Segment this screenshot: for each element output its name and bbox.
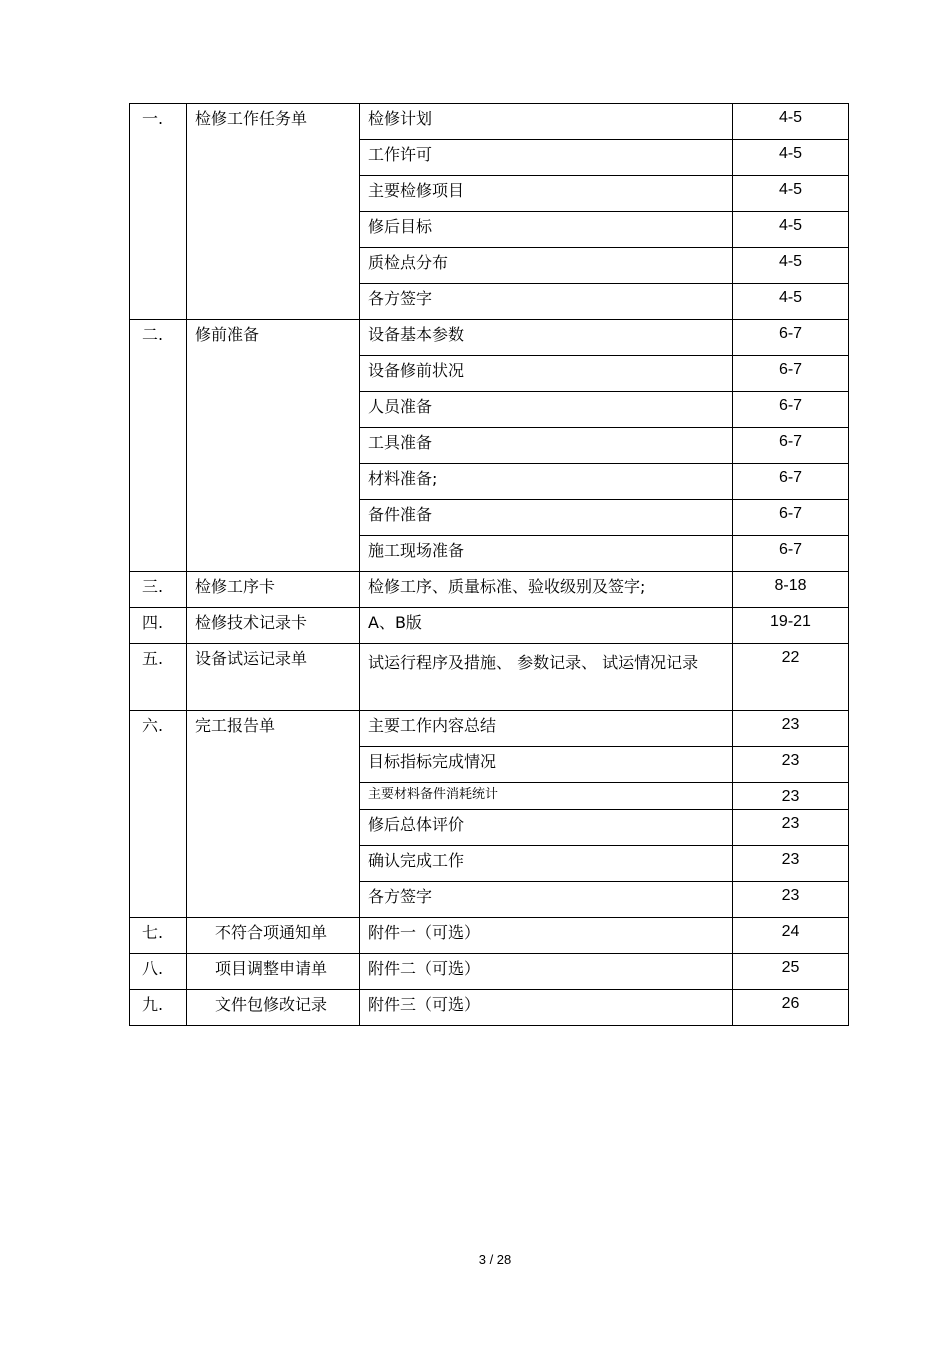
- page-range: 23: [733, 783, 849, 810]
- page-range: 23: [733, 846, 849, 882]
- page-range: 4-5: [733, 284, 849, 320]
- item-text: 附件二（可选）: [360, 954, 733, 990]
- page-range: 19-21: [733, 608, 849, 644]
- page-range: 6-7: [733, 320, 849, 356]
- item-text: 确认完成工作: [360, 846, 733, 882]
- item-text: 人员准备: [360, 392, 733, 428]
- item-text: A、B版: [360, 608, 733, 644]
- section-title: 项目调整申请单: [187, 954, 360, 990]
- table-row: [130, 954, 849, 990]
- page-range: 6-7: [733, 464, 849, 500]
- item-text: 附件三（可选）: [360, 990, 733, 1026]
- item-text: 设备修前状况: [360, 356, 733, 392]
- page-range: 6-7: [733, 392, 849, 428]
- table-row: [130, 990, 849, 1026]
- section-title: 修前准备: [187, 320, 360, 572]
- section-number: 九.: [130, 990, 187, 1026]
- page-range: 4-5: [733, 212, 849, 248]
- item-text: 检修计划: [360, 104, 733, 140]
- page-indicator: 3 / 28: [478, 1252, 512, 1267]
- page-range: 6-7: [733, 500, 849, 536]
- item-text: 设备基本参数: [360, 320, 733, 356]
- section-title: 完工报告单: [187, 711, 360, 918]
- item-text: 各方签字: [360, 882, 733, 918]
- item-text: 主要工作内容总结: [360, 711, 733, 747]
- page-range: 6-7: [733, 536, 849, 572]
- item-text: 备件准备: [360, 500, 733, 536]
- table-row: [130, 104, 849, 140]
- item-text: 修后总体评价: [360, 810, 733, 846]
- item-text: 工作许可: [360, 140, 733, 176]
- contents-table: [129, 103, 849, 1026]
- page-range: 4-5: [733, 176, 849, 212]
- page-range: 6-7: [733, 428, 849, 464]
- item-text: 质检点分布: [360, 248, 733, 284]
- section-number: 三.: [130, 572, 187, 608]
- page-range: 26: [733, 990, 849, 1026]
- page-range: 22: [733, 644, 849, 711]
- section-number: 八.: [130, 954, 187, 990]
- section-number: 二.: [130, 320, 187, 572]
- section-number: 五.: [130, 644, 187, 711]
- table-row: [130, 918, 849, 954]
- item-text: 工具准备: [360, 428, 733, 464]
- section-number: 四.: [130, 608, 187, 644]
- item-text: 主要材料备件消耗统计: [360, 783, 733, 810]
- page-range: 23: [733, 711, 849, 747]
- page-range: 23: [733, 810, 849, 846]
- section-title: 文件包修改记录: [187, 990, 360, 1026]
- item-text: 材料准备;: [360, 464, 733, 500]
- table-row: [130, 644, 849, 711]
- section-number: 一.: [130, 104, 187, 320]
- page-range: 8-18: [733, 572, 849, 608]
- section-number: 六.: [130, 711, 187, 918]
- section-title: 检修工作任务单: [187, 104, 360, 320]
- page-range: 6-7: [733, 356, 849, 392]
- section-title: 不符合项通知单: [187, 918, 360, 954]
- section-title: 检修工序卡: [187, 572, 360, 608]
- section-number: 七.: [130, 918, 187, 954]
- table-row: [130, 572, 849, 608]
- item-text: 目标指标完成情况: [360, 747, 733, 783]
- section-title: 检修技术记录卡: [187, 608, 360, 644]
- item-text: 试运行程序及措施、 参数记录、 试运情况记录: [360, 644, 733, 711]
- page-range: 4-5: [733, 104, 849, 140]
- item-text: 检修工序、质量标准、验收级别及签字;: [360, 572, 733, 608]
- table-row: [130, 608, 849, 644]
- page-range: 25: [733, 954, 849, 990]
- item-text: 施工现场准备: [360, 536, 733, 572]
- page-range: 4-5: [733, 140, 849, 176]
- page-range: 24: [733, 918, 849, 954]
- section-title: 设备试运记录单: [187, 644, 360, 711]
- table-row: [130, 711, 849, 747]
- table-row: [130, 320, 849, 356]
- item-text: 修后目标: [360, 212, 733, 248]
- item-text: 各方签字: [360, 284, 733, 320]
- item-text: 附件一（可选）: [360, 918, 733, 954]
- page-range: 4-5: [733, 248, 849, 284]
- page-range: 23: [733, 882, 849, 918]
- item-text: 主要检修项目: [360, 176, 733, 212]
- page-range: 23: [733, 747, 849, 783]
